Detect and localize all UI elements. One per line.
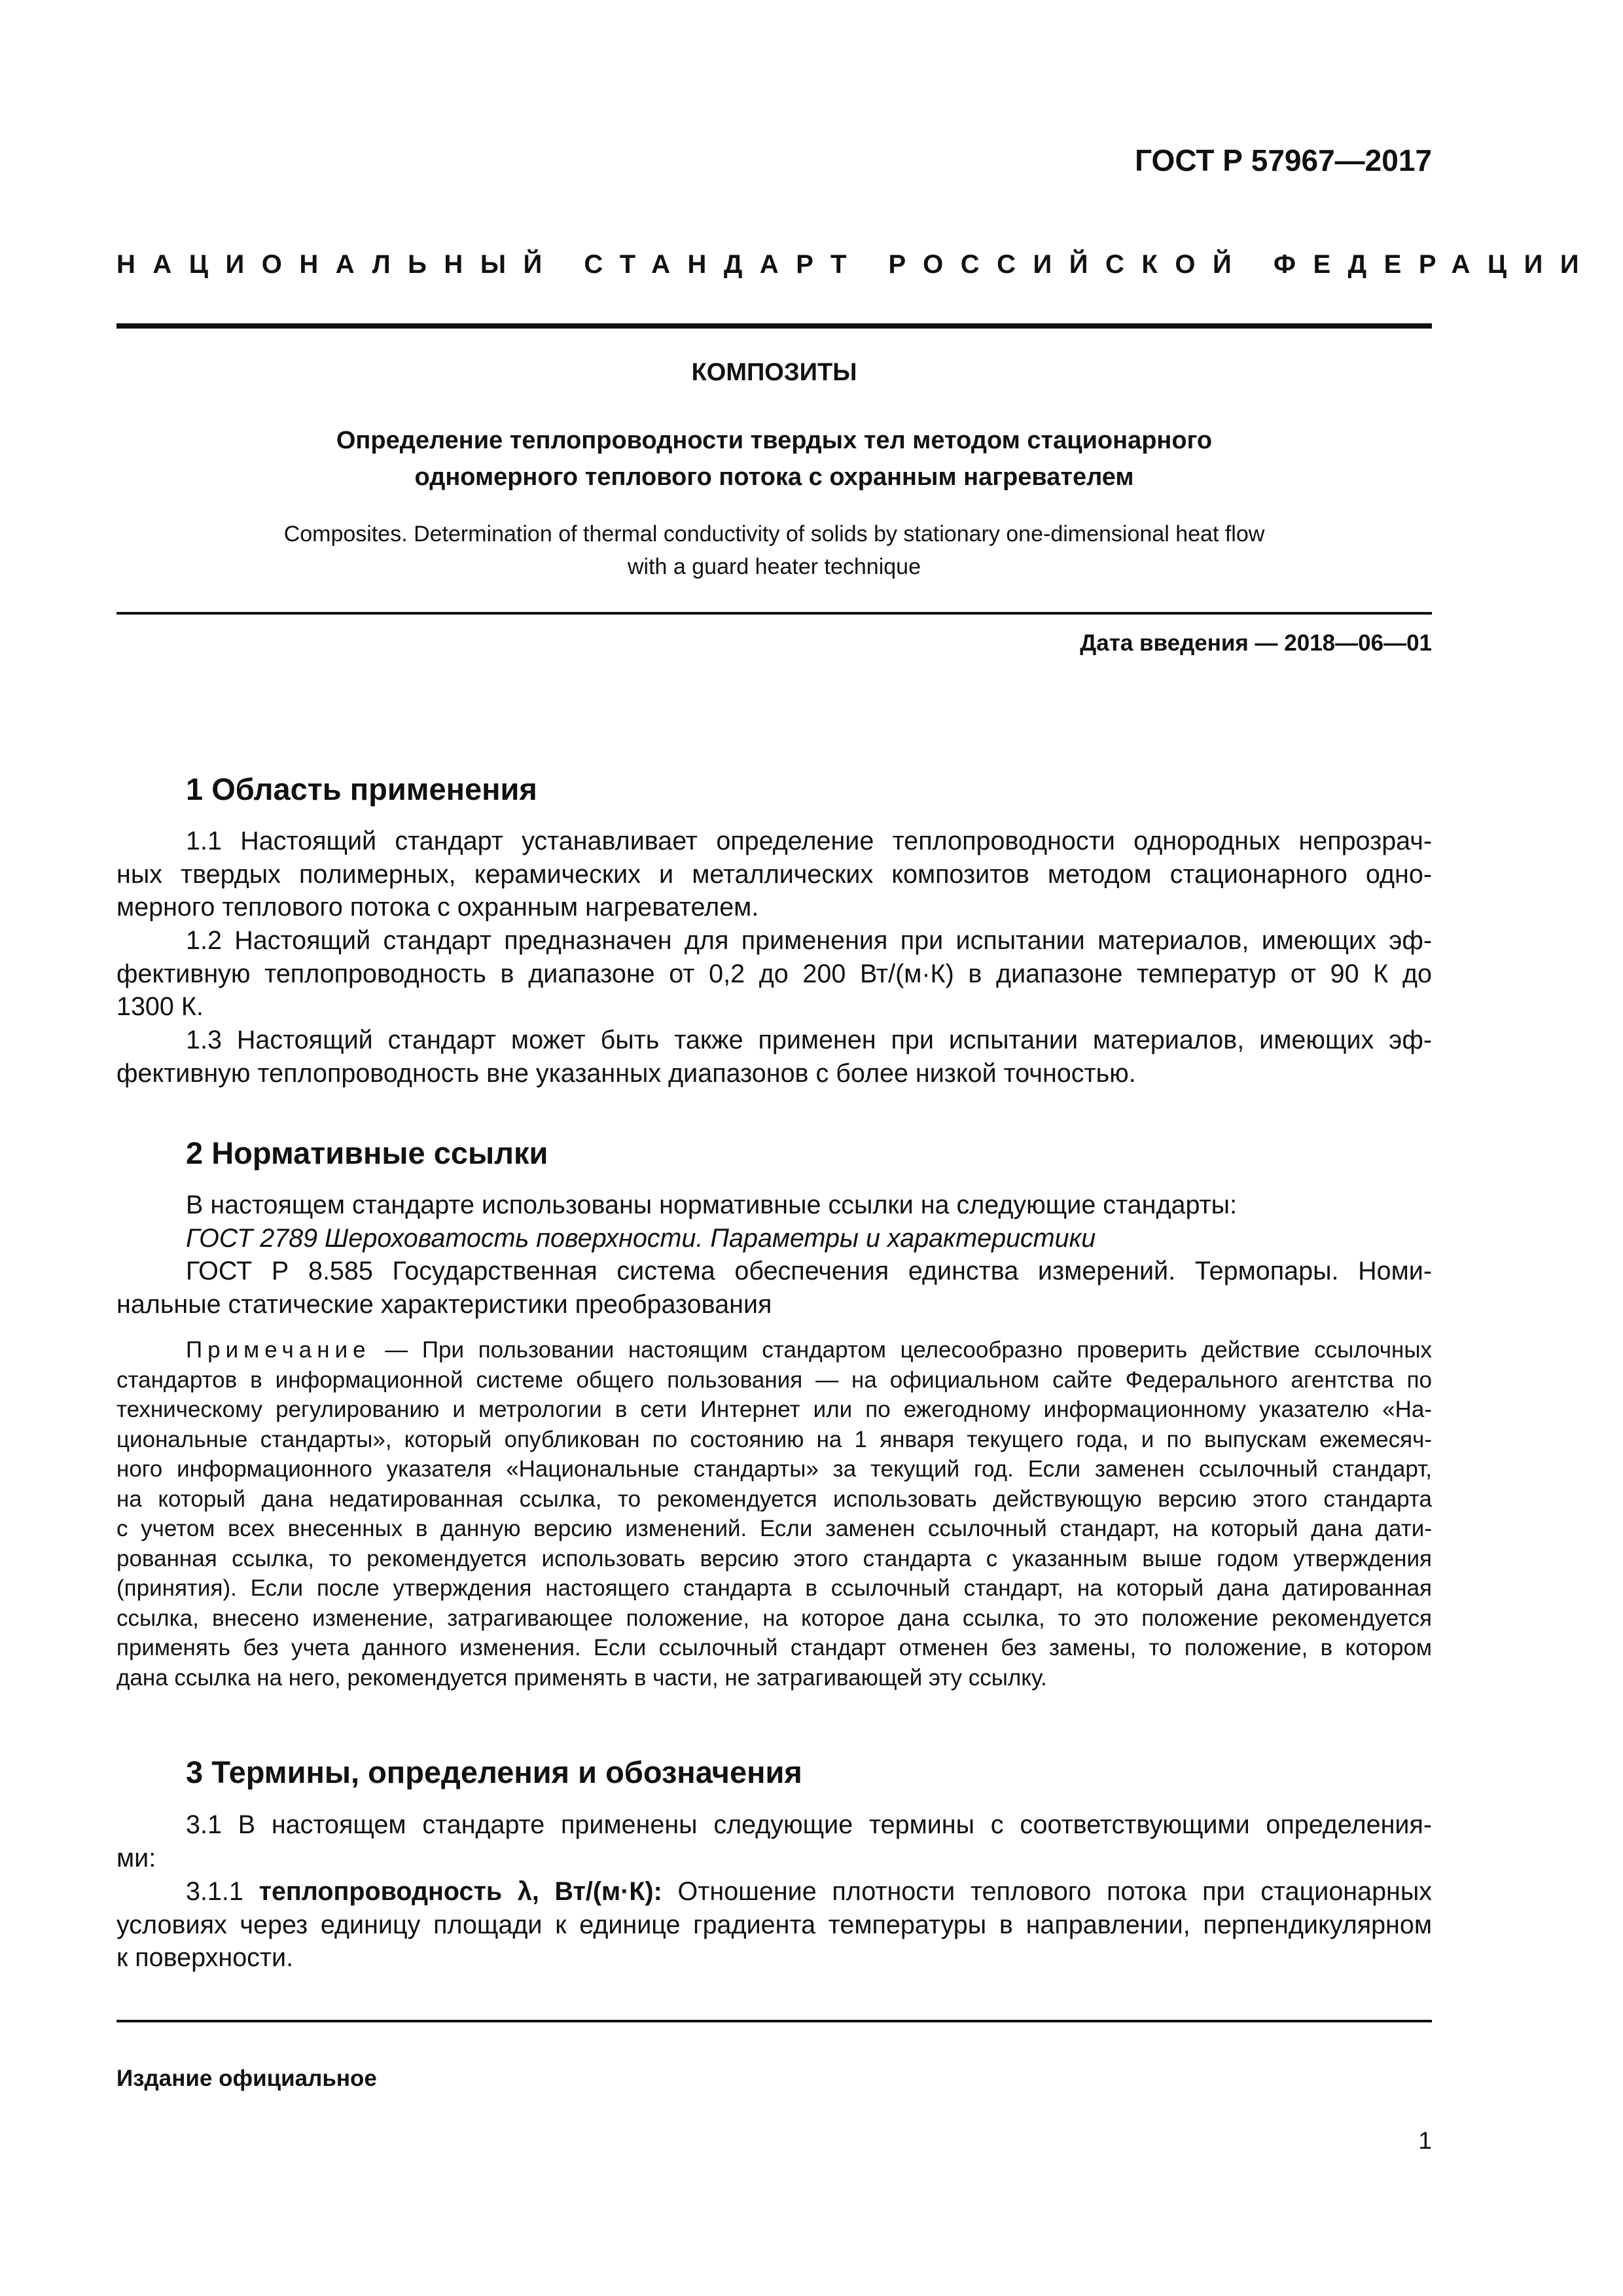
text-line: с учетом всех внесенных в данную версию изменений. Если заменен ссылочный стандарт, на который дана дати-	[116, 1516, 1432, 1541]
subtitle-en-line: with a guard heater technique	[628, 554, 921, 579]
document-subtitle-ru	[116, 422, 1432, 495]
text-line: 1.2 Настоящий стандарт предназначен для применения при испытании материалов, имеющих эф-	[186, 926, 1432, 955]
national-standard-banner: НАЦИОНАЛЬНЫЙ СТАНДАРТ РОССИЙСКОЙ ФЕДЕРАЦИИ	[116, 250, 1597, 279]
clause-1-3	[116, 1024, 1432, 1057]
footer-rule	[116, 2020, 1432, 2022]
text-line: ГОСТ Р 8.585 Государственная система обеспечения единства измерений. Термопары. Номи-	[186, 1257, 1432, 1285]
text-line: рованная ссылка, то рекомендуется использовать версию этого стандарта с указанным выше годом утверждения	[116, 1545, 1432, 1571]
text-line: стандартов в информационной системе общего пользования — на официальном сайте Федерального агентства по	[116, 1367, 1432, 1393]
text-line: условиях через единицу площади к единице градиента температуры в направлении, перпендикулярном	[116, 1910, 1432, 1939]
term-name: теплопроводность λ, Вт/(м·К):	[259, 1877, 662, 1906]
clause-1-2-cont	[116, 958, 1432, 1024]
text-line: техническому регулированию и метрологии в сети Интернет или по ежегодному информационному указателю «На-	[116, 1397, 1432, 1422]
text-line: фективную теплопроводность в диапазоне от 0,2 до 200 Вт/(м·К) в диапазоне температур от 90 К до	[116, 959, 1432, 988]
clause-3-1-cont	[116, 1842, 1432, 1875]
references-note	[116, 1335, 1432, 1365]
term-number: 3.1.1	[186, 1877, 259, 1906]
header-rule	[116, 323, 1432, 329]
reference-gost-2789	[116, 1222, 1432, 1255]
text-line: циональные стандарты», который опубликован по состоянию на 1 января текущего года, и по выпускам ежемесяч-	[116, 1426, 1432, 1452]
subtitle-en-line: Composites. Determination of thermal conductivity of solids by stationary one-dimensional heat flow	[283, 522, 1265, 547]
text-line: 1300 К.	[116, 992, 204, 1021]
official-edition-label: Издание официальное	[116, 2066, 377, 2091]
section-1-heading: 1 Область применения	[186, 772, 537, 806]
clause-1-1	[116, 825, 1432, 858]
subtitle-ru-line: Определение теплопроводности твердых тел методом стационарного	[336, 427, 1213, 454]
subtitle-ru-line: одномерного теплового потока с охранным нагревателем	[414, 463, 1134, 491]
text-line: ссылка, внесено изменение, затрагивающее положение, на которое дана ссылка, то это положение рекомендуется	[116, 1605, 1432, 1631]
text-line: ГОСТ 2789 Шероховатость поверхности. Параметры и характеристики	[186, 1223, 1096, 1253]
section-2-heading: 2 Нормативные ссылки	[186, 1136, 548, 1170]
text-line: нальные статические характеристики преобразования	[116, 1289, 772, 1319]
text-line: ных твердых полимерных, керамических и металлических композитов методом стационарного одно-	[116, 859, 1432, 889]
text-line: ми:	[116, 1843, 156, 1873]
term-3-1-1-cont	[116, 1909, 1432, 1975]
clause-1-3-cont	[116, 1057, 1432, 1090]
references-note-cont	[116, 1365, 1432, 1693]
document-code: ГОСТ Р 57967—2017	[1135, 143, 1432, 177]
document-title: КОМПОЗИТЫ	[691, 359, 857, 386]
note-label: Примечание	[186, 1337, 371, 1363]
term-3-1-1	[116, 1875, 1432, 1909]
reference-gost-r-8-585-cont	[116, 1288, 1432, 1321]
text-line: 3.1 В настоящем стандарте применены следующие термины с соответствующими определения-	[186, 1810, 1432, 1839]
text-line: дана ссылка на него, рекомендуется применять в части, не затрагивающей эту ссылку.	[116, 1664, 1047, 1691]
text-line: 1.1 Настоящий стандарт устанавливает определение теплопроводности однородных непрозрач-	[186, 827, 1432, 855]
document-subtitle-en	[116, 518, 1432, 583]
text-line: к поверхности.	[116, 1943, 294, 1972]
text-line: применять без учета данного изменения. Если ссылочный стандарт отменен без замены, то положение, в котором	[116, 1635, 1432, 1660]
clause-1-1-cont	[116, 858, 1432, 924]
text-line: ного информационного указателя «Национальные стандарты» за текущий год. Если заменен ссылочный стандарт,	[116, 1456, 1432, 1482]
introduction-date: Дата введения — 2018—06—01	[1080, 630, 1432, 656]
page-number: 1	[1418, 2127, 1432, 2154]
clause-3-1	[116, 1808, 1432, 1842]
text-line: фективную теплопроводность вне указанных диапазонов с более низкой точностью.	[116, 1058, 1136, 1088]
title-rule	[116, 612, 1432, 615]
text-line: мерного теплового потока с охранным нагревателем.	[116, 893, 759, 922]
clause-1-2	[116, 924, 1432, 958]
text-line: 1.3 Настоящий стандарт может быть также применен при испытании материалов, имеющих эф-	[186, 1026, 1432, 1054]
note-text: — При пользовании настоящим стандартом целесообразно проверить действие ссылочных	[370, 1337, 1432, 1363]
reference-gost-r-8-585	[116, 1255, 1432, 1288]
references-intro	[116, 1189, 1432, 1222]
text-line	[186, 1335, 1432, 1365]
text-line: В настоящем стандарте использованы нормативные ссылки на следующие стандарты:	[186, 1191, 1238, 1219]
text-line: (принятия). Если после утверждения настоящего стандарта в ссылочный стандарт, на который дана датированная	[116, 1575, 1432, 1601]
term-definition: Отношение плотности теплового потока при стационарных	[662, 1877, 1433, 1906]
text-line: на который дана недатированная ссылка, то рекомендуется использовать действующую версию этого стандарта	[116, 1486, 1432, 1512]
section-3-heading: 3 Термины, определения и обозначения	[186, 1755, 802, 1789]
text-line	[186, 1875, 1432, 1909]
